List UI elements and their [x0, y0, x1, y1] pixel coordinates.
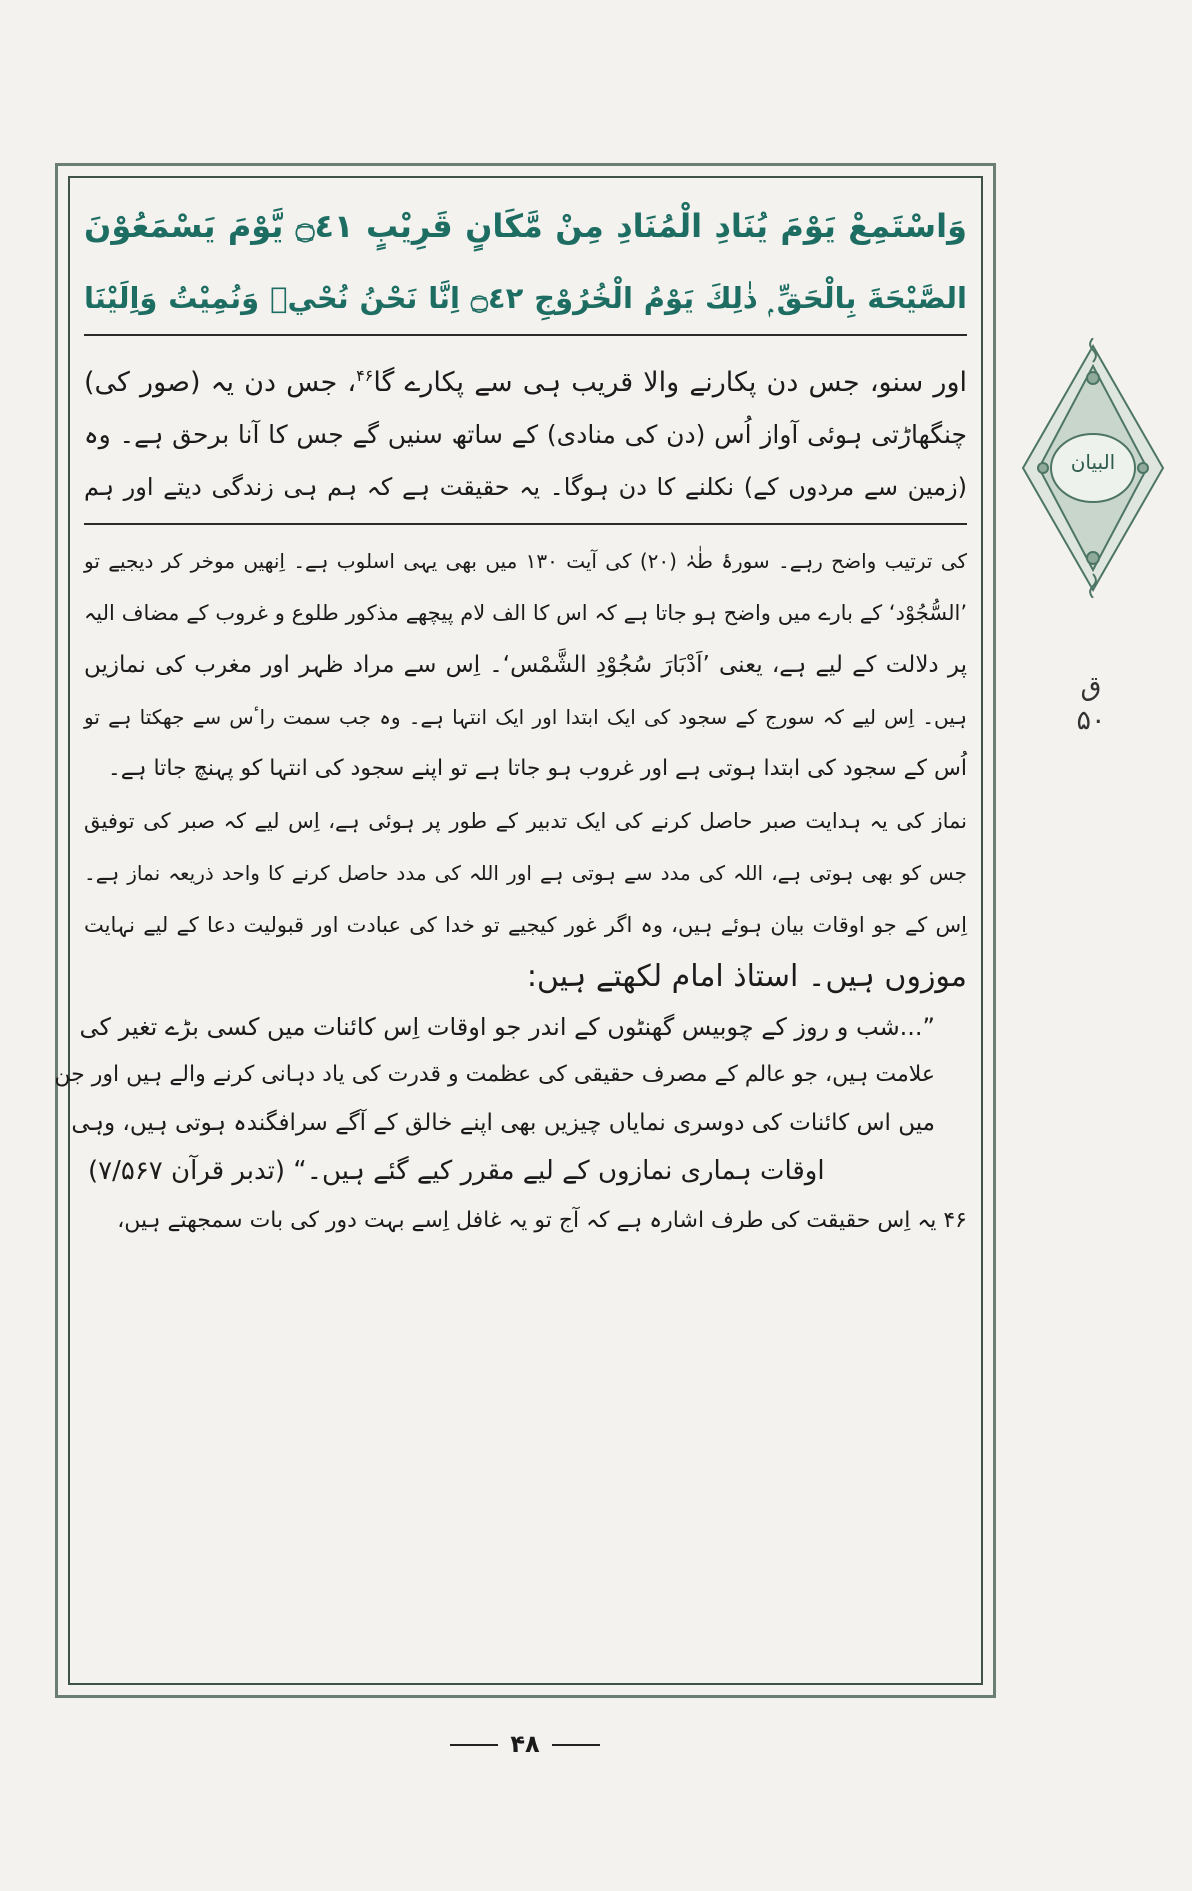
page-number-line-left — [450, 1744, 498, 1746]
note-line-7: جس کو بھی ہوتی ہے، اللہ کی مدد سے ہوتی ہے اور اللہ کی مدد حاصل کرنے کا واحد ذریعہ نماز ہے۔ — [84, 861, 967, 885]
page-number: ۴۸ — [510, 1730, 540, 1758]
quote-line-2: علامت ہیں، جو عالم کے مصرف حقیقی کی عظمت و قدرت کی یاد دہانی کرنے والے ہیں اور جن — [54, 1062, 935, 1087]
arabic-line-2: الصَّيْحَةَ بِالْحَقِّ ۭ ذٰلِكَ يَوْمُ الْخُرُوْجِ ۝٤٢ اِنَّا نَحْنُ نُحْيٖ وَنُمِيْتُ وَاِلَيْنَا — [84, 281, 968, 315]
notes-block — [54, 525, 967, 1247]
note-line-2: ’السُّجُوْد‘ کے بارے میں واضح ہو جاتا ہے کہ اس کا الف لام پیچھے مذکور طلوع و غروب کے مضاف الیہ — [84, 601, 967, 625]
note-line-6: نماز کی یہ ہدایت صبر حاصل کرنے کی ایک تدبیر کے طور پر ہوئی ہے، اِس لیے کہ صبر کی توفیق — [84, 809, 967, 833]
quote-line-4: اوقات ہماری نمازوں کے لیے مقرر کیے گئے ہیں۔“ (تدبر قرآن ۷/۵۶۷) — [88, 1156, 825, 1186]
page-number-line-right — [552, 1744, 600, 1746]
note-line-3: پر دلالت کے لیے ہے، یعنی ’اَدْبَارَ سُجُوْدِ الشَّمْس‘۔ اِس سے مراد ظہر اور مغرب کی نمازیں — [84, 652, 967, 678]
quote-line-3: میں اس کائنات کی دوسری نمایاں چیزیں بھی اپنے خالق کے آگے سرافگندہ ہوتی ہیں، وہی — [71, 1110, 935, 1136]
translation-line-2: چنگھاڑتی ہوئی آواز اُس (دن کی منادی) کے ساتھ سنیں گے جس کا آنا برحق ہے۔ وہ — [84, 420, 967, 449]
page-number-footer — [450, 1730, 600, 1760]
note-line-1: کی ترتیب واضح رہے۔ سورۂ طٰہٰ (۲۰) کی آیت ۱۳۰ میں بھی یہی اسلوب ہے۔ اِنھیں موخر کر دیجیے تو — [84, 549, 967, 573]
translation-line-3: (زمین سے مردوں کے) نکلنے کا دن ہوگا۔ یہ حقیقت ہے کہ ہم ہی زندگی دیتے اور ہم — [84, 473, 967, 501]
note-line-9: موزوں ہیں۔ استاذ امام لکھتے ہیں: — [526, 959, 967, 994]
arabic-line-1: وَاسْتَمِعْ يَوْمَ يُنَادِ الْمُنَادِ مِنْ مَّكَانٍ قَرِيْبٍ ۝٤١ يَّوْمَ يَسْمَعُوْنَ — [84, 207, 968, 245]
surah-number: ۵۰ — [1076, 705, 1106, 736]
note-line-4: ہیں۔ اِس لیے کہ سورج کے سجود کی ایک ابتدا اور ایک انتہا ہے۔ وہ جب سمت راٴس سے جھکتا ہے تو — [84, 705, 967, 729]
surah-name: ق — [1080, 671, 1102, 702]
translation-block — [84, 336, 967, 523]
quote-line-1: ”...شب و روز کے چوبیس گھنٹوں کے اندر جو اوقات اِس کائنات میں کسی بڑے تغیر کی — [79, 1013, 935, 1041]
footnote-marker[interactable]: ۴۶ — [356, 366, 374, 385]
blockquote — [54, 1003, 967, 1195]
medallion-label: البیان — [1070, 450, 1116, 474]
note-line-8: اِس کے جو اوقات بیان ہوئے ہیں، وہ اگر غور کیجیے تو خدا کی عبادت اور قبولیت دعا کے لیے نہایت — [84, 913, 967, 937]
footnote-46-line: ۴۶ یہ اِس حقیقت کی طرف اشارہ ہے کہ آج تو یہ غافل اِسے بہت دور کی بات سمجھتے ہیں، — [117, 1208, 967, 1233]
surah-marker — [1066, 670, 1116, 738]
page-content — [54, 190, 968, 1670]
note-line-5: اُس کے سجود کی ابتدا ہوتی ہے اور غروب ہو جاتا ہے تو اپنے سجود کی انتہا کو پہنچ جاتا ہے۔ — [107, 756, 967, 781]
arabic-verse-block — [84, 190, 967, 334]
translation-line-1: اور سنو، جس دن پکارنے والا قریب ہی سے پکارے گا$^{۴۶}$، جس دن یہ (صور کی) — [84, 366, 967, 398]
